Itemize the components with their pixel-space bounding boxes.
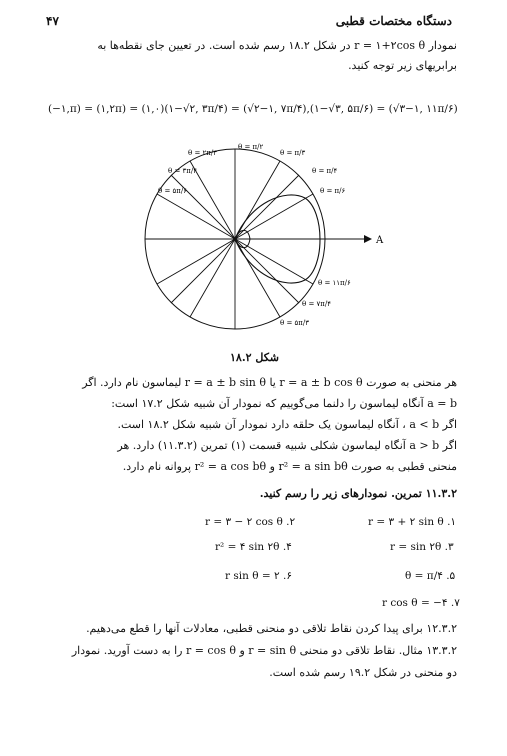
exercise-item-5: θ = π/۴ .۵ (405, 570, 456, 582)
exercise-item-7: r cos θ = −۴ .۷ (382, 597, 460, 609)
label-theta-7pi4: θ = ۷π/۴ (302, 300, 332, 308)
axis-arrow-icon (364, 235, 372, 243)
label-theta-pi3: θ = π/۳ (280, 149, 306, 157)
label-theta-pi2: θ = π/۲ (238, 143, 264, 151)
body-line-2: a = b آنگاه لیماسون را دلنما می‌گوییم که نمودار آن شبیه شکل ۱۷.۲ است: (111, 397, 457, 410)
figure-caption: شکل ۱۸.۲ (230, 351, 280, 364)
section-line-2: ۱۳.۳.۲ مثال. نقاط تلاقی دو منحنی r = sin θ و r = cos θ را به دست آورید. نمودار (71, 644, 457, 657)
label-theta-11pi6: θ = ۱۱π/۶ (318, 279, 351, 287)
label-theta-3pi4: θ = ۳π/۴ (168, 167, 198, 175)
body-line-3: اگر a < b ، آنگاه لیماسون یک حلقه دارد نمودار آن شبیه شکل ۱۸.۲ است. (117, 418, 457, 431)
figure-18-2 (140, 143, 400, 347)
exercise-item-4: r² = ۴ sin ۲θ .۴ (215, 541, 292, 553)
label-theta-5pi6: θ = ۵π/۶ (158, 187, 188, 195)
exercise-item-6: r sin θ = ۲ .۶ (225, 570, 292, 582)
equalities-equation: (−۱,π) = (۱,۲π) = (۱,۰)(۱−√۲, ۳π/۴) = (√۲−۱, ۷π/۴),(۱−√۳, ۵π/۶) = (√۳−۱, ۱۱π/۶) (48, 103, 458, 115)
exercise-item-2: r = ۳ − ۲ cos θ .۲ (205, 516, 296, 528)
intro-line-2: برابریهای زیر توجه کنید. (348, 59, 457, 72)
label-theta-pi4: θ = π/۴ (312, 167, 338, 175)
label-theta-2pi3: θ = ۲π/۳ (188, 149, 218, 157)
exercise-item-1: r = ۳ + ۲ sin θ .۱ (368, 516, 457, 528)
body-line-4: اگر a > b آنگاه لیماسون شکلی شبیه قسمت (۱) تمرین (۱۱.۳.۲) دارد. هر (117, 439, 457, 452)
body-line-5: منحنی قطبی به صورت r² = a sin bθ و r² = a cos bθ پروانه نام دارد. (122, 460, 457, 473)
section-line-1: ۱۲.۳.۲ برای پیدا کردن نقاط تلاقی دو منحنی قطبی، معادلات آنها را قطع می‌دهیم. (86, 622, 457, 635)
label-theta-5pi3: θ = ۵π/۳ (280, 319, 310, 327)
page-number: ۴۷ (46, 14, 59, 28)
body-line-1: هر منحنی به صورت r = a ± b cos θ یا r = a ± b sin θ لیماسون نام دارد. اگر (82, 376, 457, 389)
running-header-title: دستگاه مختصات قطبی (335, 14, 452, 28)
axis-label-A: A (376, 235, 384, 246)
exercise-item-3: r = sin ۲θ .۳ (390, 541, 454, 553)
exercise-heading: ۱۱.۳.۲ تمرین. نمودارهای زیر را رسم کنید. (259, 487, 457, 500)
intro-line-1: نمودار r = ۱+۲cos θ در شکل ۱۸.۲ رسم شده است. در تعیین جای نقطه‌ها به (97, 39, 457, 52)
label-theta-pi6: θ = π/۶ (320, 187, 346, 195)
section-line-3: دو منحنی در شکل ۱۹.۲ رسم شده است. (269, 666, 457, 679)
